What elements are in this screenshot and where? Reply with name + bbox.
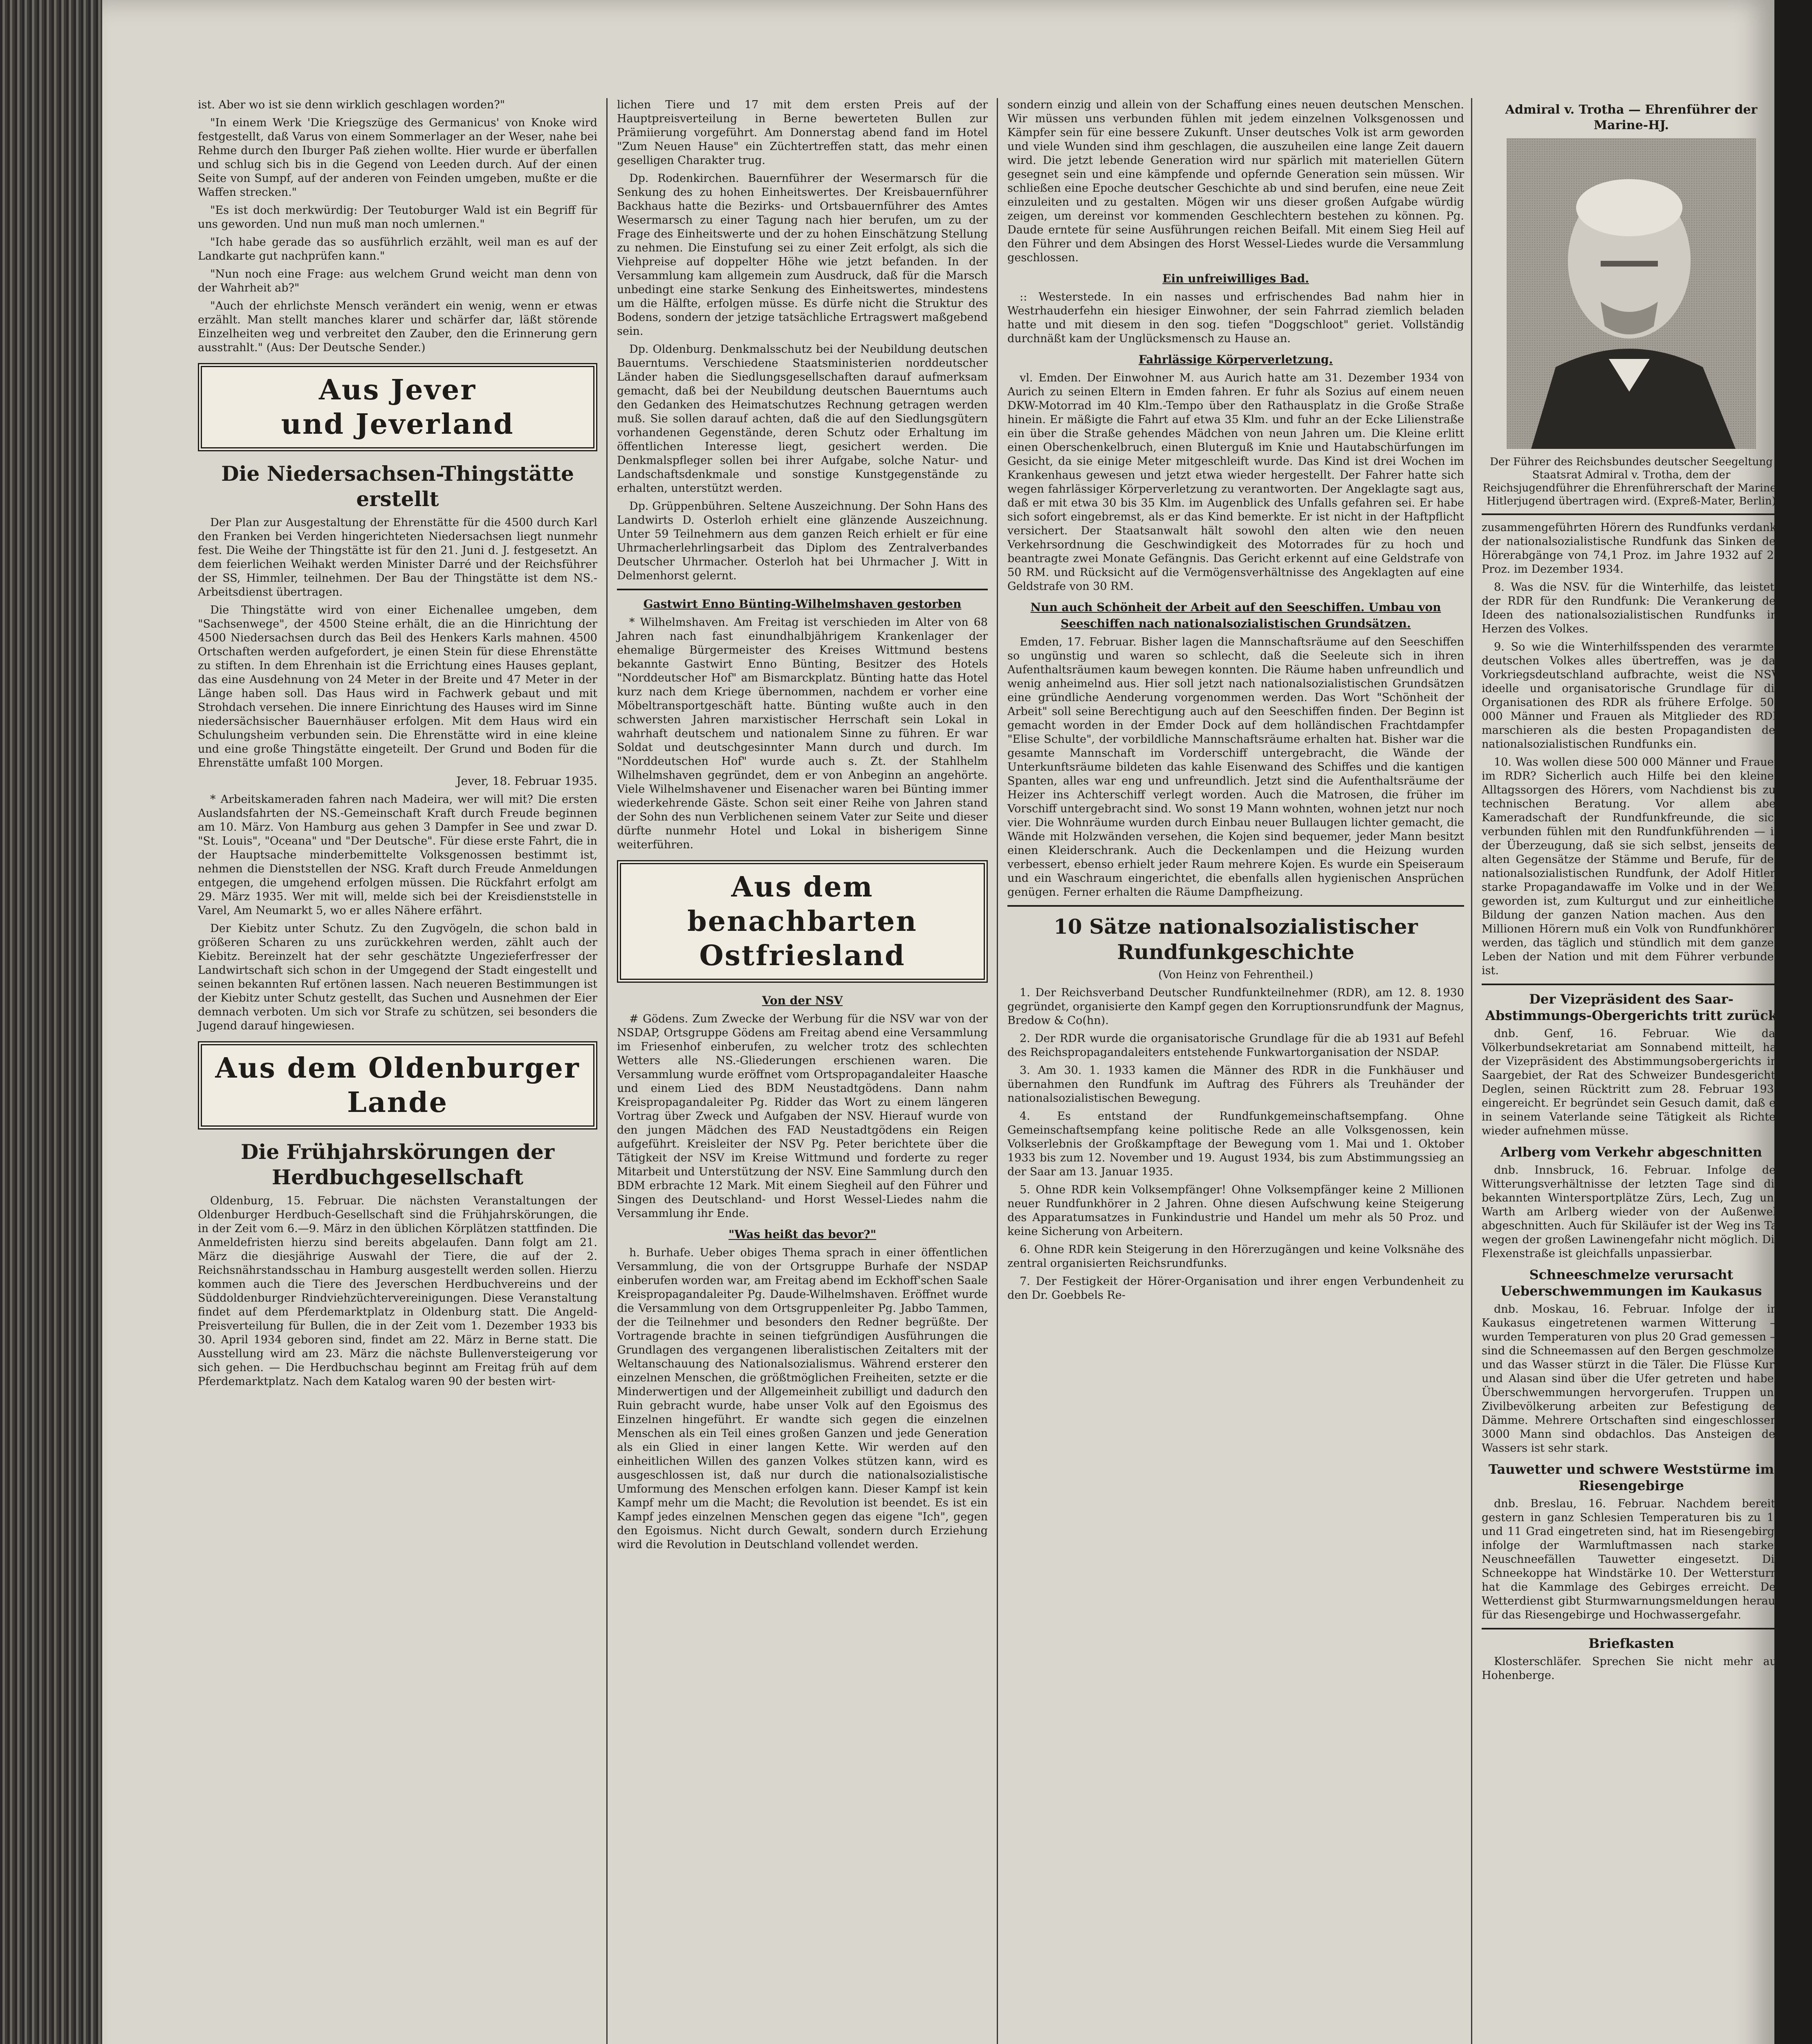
section-masthead-jever (198, 363, 597, 451)
column-rule (606, 98, 608, 2044)
article-paragraph: sondern einzig und allein von der Schaffung eines neuen deutschen Menschen. Wir müssen uns verbunden fühlen mit jedem einzelnen Volksgenossen und Kämpfer sein für eine bessere Zukunft. Unser deutsches Volk ist arm geworden und viele Wunden sind ihm geschlagen, die auszuheilen eine lange Zeit dauern wird. Die jetzt lebende Generation wird nur spärlich mit materiellen Gütern gesegnet sein und eine kämpfende und opfernde Generation sein müssen. Wir schließen eine Epoche deutscher Geschichte ab und sind berufen, eine neue Zeit einzuleiten und zu gestalten. Mögen wir uns dieser großen Aufgabe würdig zeigen, um dereinst vor kommenden Geschlechtern bestehen zu können. Pg. Daude erntete für seine Ausführungen reichen Beifall. Mit einem Sieg Heil auf den Führer und dem Absingen des Horst Wessel-Liedes wurde die Versammlung geschlossen. (1007, 99, 1464, 264)
divider (1007, 905, 1464, 907)
list-item: 7. Der Festigkeit der Hörer-Organisation und ihrer engen Verbundenheit zu den Dr. Goebbels Re- (1007, 1275, 1464, 1302)
masthead-line: Ostfriesland (699, 939, 906, 972)
headline: Der Vizepräsident des Saar-Abstimmungs-Obergerichts tritt zurück (1485, 991, 1777, 1023)
headline: Nun auch Schönheit der Arbeit auf den Seeschiffen. Umbau von Seeschiffen nach nationalsozialistischen Grundsätzen. (1030, 601, 1441, 630)
headline: Schneeschmelze verursacht Ueberschwemmungen im Kaukasus (1500, 1267, 1762, 1299)
list-item: 4. Es entstand der Rundfunkgemeinschaftsempfang. Ohne Gemeinschaftsempfang keine politische Rede an alle Volksgenossen, kein Volkserlebnis der Großkampftage der Bewegung vom 1. Mai und 1. Oktober 1933 bis zum 12. November und 19. August 1934, bis zum Abstimmungssieg an der Saar am 13. Januar 1935. (1007, 1110, 1464, 1178)
column-2 (611, 98, 993, 2044)
list-item: 5. Ohne RDR kein Volksempfänger! Ohne Volksempfänger keine 2 Millionen neuer Rundfunkhörer in 2 Jahren. Ohne diesen Aufschwung keine Steigerung des Apparatumsatzes in Funkindustrie und Handel um mehr als 50 Proz. und keine Sicherung von Arbeitern. (1007, 1183, 1464, 1238)
article-paragraph: Der Kiebitz unter Schutz. Zu den Zugvögeln, die schon bald in größeren Scharen zu uns zurückkehren werden, zählt auch der Kiebitz. Bereinzelt hat der sehr geschätzte Ungezieferfresser der Landwirtschaft sich schon in der Umgegend der Stadt eingestellt und seinen bekannten Ruf ertönen lassen. Nach neueren Bestimmungen ist der Kiebitz unter Schutz gestellt, das Suchen und Ausnehmen der Eier demnach verboten. Um sich vor Strafe zu schützen, sei besonders die Jugend darauf hingewiesen. (198, 922, 597, 1032)
byline: (Von Heinz von Fehrentheil.) (1158, 969, 1313, 981)
headline: Briefkasten (1588, 1636, 1674, 1651)
headline: Die Frühjahrskörungen der Herdbuchgesellschaft (240, 1140, 555, 1189)
divider (1482, 984, 1781, 985)
photo-caption: Der Führer des Reichsbundes deutscher Seegeltung Staatsrat Admiral v. Trotha, dem der Reichsjugendführer die Ehrenführerschaft der Marine-Hitlerjugend übertragen wird. (Expreß-Mater, Berlin) (1482, 456, 1780, 507)
list-item: 2. Der RDR wurde die organisatorische Grundlage für die ab 1931 auf Befehl des Reichspropagandaleiters entstehende Funkwartorganisation der NSDAP. (1007, 1032, 1464, 1059)
headline: Fahrlässige Körperverletzung. (1138, 353, 1333, 366)
article-paragraph: Dp. Rodenkirchen. Bauernführer der Wesermarsch für die Senkung des zu hohen Einheitswertes. Der Kreisbauernführer Backhaus hatte die Bezirks- und Ortsbauernführer des Amtes Wesermarsch zu einer Tagung nach hier berufen, um zu der Frage des Einheitswerte und der zu hohen Einschätzung Stellung zu nehmen. Die Einstufung sei zu einer Zeit erfolgt, als sich die Viehpreise auf doppelter Höhe wie jetzt befanden. In der Versammlung kam allgemein zum Ausdruck, daß für die Marsch unbedingt eine starke Senkung des Einheitswertes, mindestens um die Hälfte, erfolgen müsse. Es dürfe nicht die Struktur des Bodens, sondern der jetzige tatsächliche Ertragswert maßgebend sein. (617, 172, 988, 338)
headline: "Was heißt das bevor?" (728, 1228, 877, 1241)
article-paragraph: dnb. Genf, 16. Februar. Wie das Völkerbundsekretariat am Sonnabend mitteilt, hat der Vizepräsident des Abstimmungsobergerichts im Saargebiet, der Rat des Schweizer Bundesgerichts Deglen, seinen Rücktritt zum 28. Februar 1935 eingereicht. Er begründet sein Gesuch damit, daß er in seinem Vaterlande seine Tätigkeit als Richter wieder aufnehmen müsse. (1482, 1027, 1781, 1137)
headline: Tauwetter und schwere Weststürme im Riesengebirge (1488, 1461, 1774, 1493)
list-item: 6. Ohne RDR kein Steigerung in den Hörerzugängen und keine Volksnähe des zentral organisierten Reichsrundfunks. (1007, 1243, 1464, 1270)
divider (1482, 1628, 1781, 1629)
portrait-photo (1507, 138, 1756, 449)
list-item: 3. Am 30. 1. 1933 kamen die Männer des RDR in die Funkhäuser und übernahmen den Rundfunk im Auftrag des Führers als Treuhänder der nationalsozialistischen Bewegung. (1007, 1064, 1464, 1105)
article-paragraph: "In einem Werk 'Die Kriegszüge des Germanicus' von Knoke wird festgestellt, daß Varus von einem Sommerlager an der Weser, nahe bei Rehme durch den Iburger Paß ziehen wollte. Hier wurde er überfallen und schlug sich bis in die Gegend von Leeden durch. Auf der einen Seite von Sumpf, auf der anderen von Feinden umgeben, mußte er die Waffen strecken." (198, 117, 597, 199)
headline: Ein unfreiwilliges Bad. (1162, 272, 1309, 285)
article-paragraph: "Ich habe gerade das so ausführlich erzählt, weil man es auf der Landkarte gut nachprüfen kann." (198, 236, 597, 262)
article-paragraph: * Wilhelmshaven. Am Freitag ist verschieden im Alter von 68 Jahren nach fast einundhalbjährigem Krankenlager der ehemalige Bürgermeister des Kreises Wittmund bestens bekannte Gastwirt Enno Bünting, Besitzer des Hotels "Norddeutscher Hof" am Bismarckplatz. Bünting hatte das Hotel kurz nach dem Kriege übernommen, nachdem er vorher eine Möbeltransportgeschäft hatte. Bünting wußte auch in den schwersten Jahren marxistischer Herrschaft sein Lokal in wahrhaft deutschem und nationalem Sinne zu führen. Er war Soldat und deutschgesinnter Mann durch und durch. Im "Norddeutschen Hof" wurde auch s. Zt. der Stahlhelm Wilhelmshaven gegründet, dem er von Anbeginn an angehörte. Viele Wilhelmshavener und Eisenacher waren bei Bünting immer wiederkehrende Gäste. Schon seit einer Reihe von Jahren stand der Sohn des nun Verblichenen seinem Vater zur Seite und dieser dürfte nunmehr Hotel und Lokal in bisherigem Sinne weiterführen. (617, 616, 988, 851)
divider (617, 589, 988, 590)
masthead-line: Aus dem benachbarten (687, 871, 917, 938)
list-item: 1. Der Reichsverband Deutscher Rundfunkteilnehmer (RDR), am 12. 8. 1930 gegründet, organisierte den Kampf gegen den Korruptionsrundfunk der Magnus, Bredow & Co(hn). (1007, 986, 1464, 1027)
dateline: Jever, 18. Februar 1935. (456, 774, 597, 788)
headline: 10 Sätze nationalsozialistischer Rundfunkgeschichte (1054, 914, 1418, 964)
headline: Arlberg vom Verkehr abgeschnitten (1500, 1144, 1762, 1160)
headline: Von der NSV (762, 994, 843, 1007)
article-paragraph: ist. Aber wo ist sie denn wirklich geschlagen worden?" (198, 99, 505, 111)
column-1 (192, 98, 603, 2044)
article-paragraph: Der Plan zur Ausgestaltung der Ehrenstätte für die 4500 durch Karl den Franken bei Verden hingerichteten Niedersachsen liegt nunmehr fest. Die Weihe der Thingstätte ist für den 21. Juni d. J. festgesetzt. An dem feierlichen Weihakt werden Minister Darré und der Reichsführer der SS, Himmler, teilnehmen. Der Bau der Thingstätte ist dem NS.-Arbeitsdienst übertragen. (198, 516, 597, 598)
article-paragraph: dnb. Innsbruck, 16. Februar. Infolge der Witterungsverhältnisse der letzten Tage sind die bekannten Wintersportplätze Zürs, Lech, Zug und Warth am Arlberg wieder von der Außenwelt abgeschnitten. Auch für Skiläufer ist der Weg ins Tal wegen der großen Lawinengefahr nicht möglich. Die Flexenstraße ist gleichfalls unpassierbar. (1482, 1164, 1781, 1260)
article-paragraph: lichen Tiere und 17 mit dem ersten Preis auf der Hauptpreisverteilung in Berne bewerteten Bullen zur Prämiierung vorgeführt. Am Donnerstag abend fand im Hotel "Zum Neuen Hause" ein Züchtertreffen statt, das mehr einen geselligen Charakter trug. (617, 99, 988, 167)
article-paragraph: "Auch der ehrlichste Mensch verändert ein wenig, wenn er etwas erzählt. Man stellt manches klarer und schärfer dar, läßt störende Einzelheiten weg und verbreitet den Zauber, den die Erinnerung gern ausstrahlt." (Aus: Der Deutsche Sender.) (198, 300, 597, 354)
column-3 (1002, 98, 1470, 2044)
column-rule (997, 98, 998, 2044)
article-paragraph: Oldenburg, 15. Februar. Die nächsten Veranstaltungen der Oldenburger Herdbuch-Gesellschaft sind die Frühjahrskörungen, die in der Zeit vom 6.—9. März in den üblichen Körplätzen stattfinden. Die Anmeldefristen hierzu sind bereits abgelaufen. Dann folgt am 21. März die diesjährige Auswahl der Tiere, die auf der 2. Reichsnährstandsschau in Hamburg ausgestellt werden sollen. Hierzu kommen auch die Tiere des Jeverschen Herdbuchvereins und der Süddoldenburger Rindviehzüchtervereinigungen. Diese Veranstaltung findet auf dem Pferdemarktplatz in Oldenburg statt. Die Angeld-Preisverteilung für Bullen, die in der Zeit vom 1. Dezember 1933 bis 30. April 1934 geboren sind, findet am 22. März in Berne statt. Die Ausstellung wird am 23. März die nächste Bullenversteigerung vor sich gehen. — Die Herdbuchschau beginnt am Freitag früh auf dem Pferdemarktplatz. Nach dem Katalog waren 90 der besten wirt- (198, 1195, 597, 1388)
masthead-line: Aus dem Oldenburger (215, 1052, 580, 1085)
divider (1482, 513, 1781, 515)
column-4 (1476, 98, 1787, 2044)
article-paragraph: Klosterschläfer. Sprechen Sie nicht mehr auf Hohenberge. (1482, 1655, 1781, 1682)
section-masthead-ostfriesland (617, 860, 988, 983)
article-paragraph: dnb. Moskau, 16. Februar. Infolge der im Kaukasus eingetretenen warmen Witterung — wurden Temperaturen von plus 20 Grad gemessen — sind die Schneemassen auf den Bergen geschmolzen und das Wasser stürzt in die Täler. Die Flüsse Kura und Alasan sind über die Ufer getreten und haben Überschwemmungen hervorgerufen. Truppen und Zivilbevölkerung arbeiten zur Befestigung der Dämme. Mehrere Ortschaften sind eingeschlossen. 3000 Mann sind obdachlos. Das Ansteigen des Wassers ist sehr stark. (1482, 1303, 1781, 1455)
article-paragraph: :: Westerstede. In ein nasses und erfrischendes Bad nahm hier in Westrhauderfehn ein hiesiger Einwohner, der sein Fahrrad ziemlich beladen hatte und mit diesem in den sog. tiefen "Doggschloot" geriet. Vollständig durchnäßt kam der Unglücksmensch zu Hause an. (1007, 291, 1464, 345)
article-paragraph: * Arbeitskameraden fahren nach Madeira, wer will mit? Die ersten Auslandsfahrten der NS.-Gemeinschaft Kraft durch Freude beginnen am 10. März. Von Hamburg aus gehen 3 Dampfer in See und zwar D. "St. Louis", "Oceana" und "Der Deutsche". Für diese erste Fahrt, die in der Hauptsache minderbemittelte Volksgenossen bestimmt ist, nehmen die Dienststellen der NSG. Kraft durch Freude Anmeldungen entgegen, die umgehend erfolgen müssen. Die Rückfahrt erfolgt am 29. März 1935. Wer mit will, melde sich bei der Kreisdienststelle in Varel, Am Neumarkt 5, wo er alles Nähere erfährt. (198, 793, 597, 917)
article-paragraph: "Es ist doch merkwürdig: Der Teutoburger Wald ist ein Begriff für uns geworden. Und nun muß man noch umlernen." (198, 204, 597, 231)
masthead-line: und Jeverland (281, 408, 514, 441)
column-rule (1471, 98, 1472, 2044)
headline: Gastwirt Enno Bünting-Wilhelmshaven gestorben (643, 597, 962, 611)
headline: Die Niedersachsen-Thingstätte erstellt (221, 462, 574, 511)
article-paragraph: h. Burhafe. Ueber obiges Thema sprach in einer öffentlichen Versammlung, die von der Ortsgruppe Burhafe der NSDAP einberufen worden war, am Freitag abend im Eckhoff'schen Saale Kreispropagandaleiter Pg. Daude-Wilhelmshaven. Eröffnet wurde die Versammlung von dem Ortsgruppenleiter Pg. Jabbo Tammen, der die Teilnehmer und besonders den Redner begrüßte. Der Vortragende brachte in seinen tiefgründigen Ausführungen die Grundlagen des vergangenen liberalistischen Zeitalters mit der Weltanschauung des Nationalsozialismus. Während ersterer den einzelnen Menschen, die größtmöglichen Freiheiten, setzte er die Minderwertigen und der Allgemeinheit zubilligt und dadurch den Ruin gebracht wurde, habe unser Volk auf den Egoismus des Einzelnen hingeführt. Er wandte sich gegen die einzelnen Menschen als ein Teil eines großen Ganzen und jede Generation als ein Glied in einer langen Kette. Wir werden auf den einheitlichen Willen des ganzen Volkes stützen kann, wird es ausgeschlossen ist, daß nur durch die nationalsozialistische Umformung des Menschen erfolgen kann. Dieser Kampf ist kein Kampf mehr um die Macht; die Revolution ist beendet. Es ist ein Kampf jedes einzelnen Menschen gegen das eigene "Ich", gegen den Egoismus. Nicht durch Gewalt, sondern durch Erziehung wird die Revolution in Deutschland vollendet werden. (617, 1246, 988, 1551)
article-paragraph: # Gödens. Zum Zwecke der Werbung für die NSV war von der NSDAP, Ortsgruppe Gödens am Freitag abend eine Versammlung im Friesenhof einberufen, zu welcher trotz des schlechten Wetters alle NS.-Gliederungen erschienen waren. Die Versammlung wurde eröffnet vom Ortspropagandaleiter Haasche und einem Lied des BDM Neustadtgödens. Dann nahm Kreispropagandaleiter Pg. Ridder das Wort zu einem längeren Vortrag über Zweck und Aufgaben der NSV. Hierauf wurde von den jungen Mädchen des FAD Neustadtgödens ein Reigen aufgeführt. Kreisleiter der NSV Pg. Peter berichtete über die Tätigkeit der NSV im Kreise Wittmund und forderte zu reger Mitarbeit und Unterstützung der NSV. Eine Sammlung durch den BDM erbrachte 12 Mark. Mit einem Siegheil auf den Führer und Singen des Deutschland- und Horst Wessel-Liedes nahm die Versammlung ihr Ende. (617, 1013, 988, 1220)
article-paragraph: Dp. Oldenburg. Denkmalsschutz bei der Neubildung deutschen Bauerntums. Verschiedene Staatsministerien norddeutscher Länder haben die Siedlungsgesellschaften darauf aufmerksam gemacht, daß bei der Neubildung deutschen Bauerntums auch den Gedanken des Heimatschutzes Rechnung getragen werden muß. Sie sollen darauf achten, daß die auf den Siedlungsgütern vorhandenen Gegenstände, deren Schutz oder Erhaltung im öffentlichen Interesse liegt, gesichert werden. Die Denkmalspfleger sollen bei ihrer Aufgabe, solche Natur- und Landschaftsdenkmale und sonstige Kunstgegenstände zu erhalten, unterstützt werden. (617, 343, 988, 495)
article-paragraph: Emden, 17. Februar. Bisher lagen die Mannschaftsräume auf den Seeschiffen so ungünstig und waren so schlecht, daß die Seeleute sich in ihren Aufenthaltsräumen kaum bewegen konnten. Die Räume haben unfreundlich und wenig anheimelnd aus. Hier soll jetzt nach nationalsozialistischen Grundsätzen eine gründliche Aenderung vorgenommen werden. Das Wort "Schönheit der Arbeit" soll seine Berechtigung auch auf den Seeschiffen finden. Der Beginn ist gemacht worden in der Emder Dock auf dem holländischen Frachtdampfer "Elise Schulte", der vorbildliche Mannschaftsräume erhalten hat. Bisher war die gesamte Mannschaft im Vorderschiff untergebracht, die Wände der Unterkunftsräume bildeten das kahle Eisenwand des Schiffes und die kantigen Spanten, alles war eng und unfreundlich. Jetzt sind die Aufenthaltsräume der Heizer ins Achterschiff verlegt worden. Auch die Matrosen, die früher im Vorschiff untergebracht sind. Wo sonst 19 Mann wohnten, wohnen jetzt nur noch vier. Die Wohnräume wurden durch Einbau neuer Bullaugen lichter gemacht, die Wände mit Holzwänden versehen, die Kojen sind bequemer, jeder Mann besitzt einen Kleiderschrank. Auch die Deckenlampen und die Heizung wurden verbessert, ebenso erhielt jeder Raum mehrere Kojen. Es wurde ein Speiseraum und ein Waschraum eingerichtet, die ebenfalls allen hygienischen Ansprüchen genügen. Ferner erhalten die Räume Dampfheizung. (1007, 636, 1464, 899)
article-paragraph: vl. Emden. Der Einwohner M. aus Aurich hatte am 31. Dezember 1934 von Aurich zu seinen Eltern in Emden fahren. Er fuhr als Sozius auf einem neuen DKW-Motorrad im 40 Klm.-Tempo über den Rathausplatz in die Große Straße hinein. Er mäßigte die Fahrt auf etwa 35 Klm. und fuhr an der Ecke Lilienstraße ein über die Straße gehendes Mädchen von neun Jahren um. Die Kleine erlitt einen Oberschenkelbruch, einen Bluterguß im Knie und Hautabschürfungen im Gesicht, da sie einige Meter mitgeschleift wurde. Das Kind ist drei Wochen im Krankenhaus gewesen und jetzt etwa wieder hergestellt. Der Fahrer hatte sich wegen fahrlässiger Körperverletzung zu verantworten. Der Angeklagte sagt aus, daß er mit etwa 30 bis 35 Klm. im Augenblick des Unfalls gefahren sei. Er habe sich sofort eingebremst, als er das Kind bemerkte. Er ist nicht in der Haftpflicht versichert. Der Staatsanwalt hält sowohl den alten wie den neuen Verkehrsordnung die Geschwindigkeit des Motorrades für zu hoch und beantragte zwei Monate Gefängnis. Das Gericht erkennt auf eine Geldstrafe von 50 RM. und Rücksicht auf die Vermögensverhältnisse des Angeklagten auf eine Geldstrafe von 30 RM. (1007, 372, 1464, 593)
article-paragraph: "Nun noch eine Frage: aus welchem Grund weicht man denn von der Wahrheit ab?" (198, 268, 597, 294)
book-binding-left (0, 0, 102, 2044)
section-masthead-oldenburg (198, 1041, 597, 1130)
photo-headline: Admiral v. Trotha — Ehrenführer der Marine-HJ. (1505, 103, 1758, 132)
article-paragraph: 10. Was wollen diese 500 000 Männer und Frauen im RDR? Sicherlich auch Hilfe bei den kleinen Alltagssorgen des Hörers, vom Nachdienst bis zur technischen Beratung. Vor allem aber Kameradschaft der Rundfunkfreunde, die sich verbunden fühlen mit den Rundfunkführenden — in der Überzeugung, daß sie sich selbst, jenseits der alten Gegensätze der Stämme und Berufe, für den nationalsozialistischen Rundfunk, der Adolf Hitlers starke Propagandawaffe im Volke und in der Welt geworden ist, zum Kulturgut und zur einheitlichen Bildung der ganzen Nation machen. Aus den 6 Millionen Hörern muß ein Volk von Rundfunkhörern werden, das täglich und stündlich mit dem ganzen Leben der Nation und mit dem Führer verbunden ist. (1482, 756, 1781, 977)
article-paragraph: Die Thingstätte wird von einer Eichenallee umgeben, dem "Sachsenwege", der 4500 Steine erhält, die an die Hinrichtung der 4500 Niedersachsen durch das Beil des Henkers Karls mahnen. 4500 Ortschaften werden aufgefordert, je einen Stein für diese Ehrenstätte zu stiften. In dem Ehrenhain ist die Errichtung eines Hauses geplant, das eine Ausdehnung von 24 Meter in der Breite und 47 Meter in der Länge haben soll. Das Haus wird in Fachwerk gebaut und mit Strohdach versehen. Die innere Einrichtung des Hauses wird im Sinne niedersächsischer Bauernhäuser erfolgen. Mit dem Haus wird ein Schulungsheim verbunden sein. Die Ehrenstätte wird in eine kleine und eine große Thingstätte eingeteilt. Der Grund und Boden für die Ehrenstätte umfaßt 100 Morgen. (198, 604, 597, 769)
article-paragraph: 8. Was die NSV. für die Winterhilfe, das leistete der RDR für den Rundfunk: Die Verankerung der Ideen des nationalsozialistischen Rundfunks im Herzen des Volkes. (1482, 581, 1781, 635)
article-paragraph: dnb. Breslau, 16. Februar. Nachdem bereits gestern in ganz Schlesien Temperaturen bis zu 10 und 11 Grad eingetreten sind, hat im Riesengebirge infolge der Warmluftmassen nach starken Neuschneefällen Tauwetter eingesetzt. Die Schneekoppe hat Windstärke 10. Der Wettersturm hat die Kammlage des Gebirges erreicht. Der Wetterdienst gibt Sturmwarnungsmeldungen heraus für das Riesengebirge und Hochwassergefahr. (1482, 1497, 1781, 1621)
masthead-line: Aus Jever (318, 374, 477, 406)
article-paragraph: 9. So wie die Winterhilfsspenden des verarmten deutschen Volkes alles übertreffen, was je das Vorkriegsdeutschland aufbrachte, weist die NSV. ideelle und organisatorische Grundlage für die Organisationen des RDR als frühere Erfolge. 500 000 Männer und Frauen als Mitglieder des RDR marschieren als die besten Propagandisten des nationalsozialistischen Rundfunks ein. (1482, 641, 1781, 751)
article-paragraph: Dp. Grüppenbühren. Seltene Auszeichnung. Der Sohn Hans des Landwirts D. Osterloh erhielt eine glänzende Auszeichnung. Unter 59 Teilnehmern aus dem ganzen Reich erhielt er für eine Uhrmacherlehrlingsarbeit das Diplom des Zentralverbandes Deutscher Uhrmacher. Osterloh hat bei Uhrmacher J. Witt in Delmenhorst gelernt. (617, 500, 988, 582)
article-paragraph: zusammengeführten Hörern des Rundfunks verdankt der nationalsozialistische Rundfunk das Sinken der Hörerabgänge von 74,1 Proz. im Jahre 1932 auf 28 Proz. im Dezember 1934. (1482, 521, 1781, 576)
masthead-line: Lande (347, 1086, 449, 1119)
